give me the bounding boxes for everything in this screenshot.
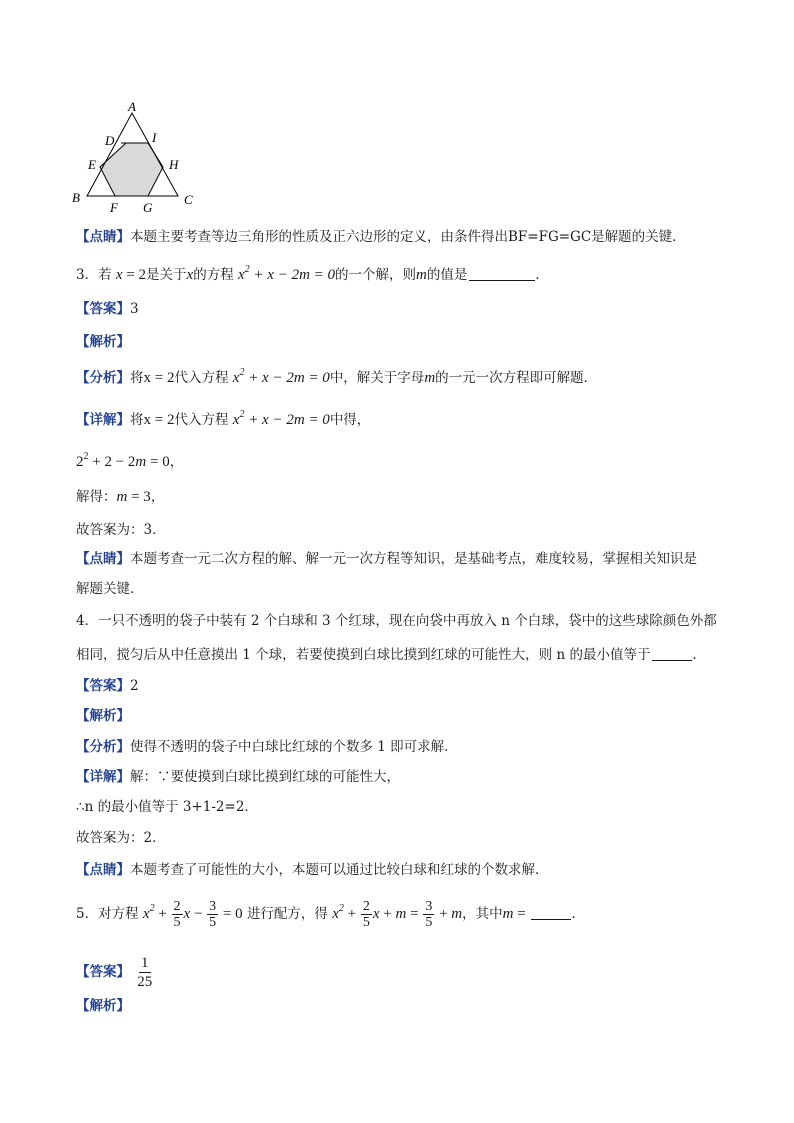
text: 相同，搅匀后从中任意摸出 1 个球，若要使摸到白球比摸到红球的可能性大，则 n 的最小值等于 [76, 647, 651, 663]
text: 故答案为：3． [76, 522, 166, 538]
question-5: 5．对方程 $x^2$ + $\frac{2}{5}$ x − $\frac{3}{5}$ = 0 进行配方，得 $x^2$ + $\frac{2}{5}$ x + m = $\frac{3}{5}$ + m，其中m = ． [76, 899, 585, 930]
var-m: m [502, 906, 514, 922]
answer-blank [469, 266, 535, 281]
line-dianjing-1 [76, 227, 686, 247]
eq-x2: = 2 [122, 267, 147, 283]
text: 的一元一次方程即可解题． [435, 370, 598, 386]
text: ∴n 的最小值等于 3+1-2=2． [76, 799, 258, 815]
triangle-hexagon-figure [68, 100, 208, 215]
fraction: $\frac{3}{5}$ [209, 899, 217, 930]
tag-answer: 【答案】 [76, 964, 130, 980]
equation: $2^2 + 2 - 2m = 0$ [76, 451, 170, 470]
answer-blank [531, 905, 571, 920]
q-num: 3．若 [76, 267, 112, 283]
text: 代入方程 [174, 412, 229, 428]
label-b: B [72, 190, 80, 205]
step-3-eq [76, 452, 183, 472]
analysis-3 [76, 332, 130, 352]
tag-answer: 【答案】 [76, 301, 130, 317]
var-m: m [424, 370, 436, 386]
analysis-5 [76, 996, 130, 1016]
equation: $x^2 + x - 2m = 0$ [232, 409, 330, 428]
xiangjie-4 [76, 767, 400, 787]
label-f: F [110, 200, 118, 215]
text: 中得， [329, 412, 371, 428]
end: ， [169, 454, 184, 470]
tag-dianjing: 【点睛】 [76, 862, 130, 878]
question-3 [76, 265, 549, 285]
question-4-line2 [76, 645, 706, 665]
tag-xiangjie: 【详解】 [76, 769, 130, 785]
result-3 [76, 520, 166, 540]
text: 解题关键． [76, 581, 144, 597]
tag-xiangjie: 【详解】 [76, 412, 130, 428]
answer-3 [76, 299, 139, 319]
text: ，其中 [462, 906, 503, 922]
dianjing-3a [76, 549, 697, 569]
tag-fenxi: 【分析】 [76, 370, 130, 386]
label-c: C [184, 192, 193, 207]
text: 的方程 [193, 267, 234, 283]
sub-x2: x = 2 [143, 412, 175, 428]
text: 解得： [76, 489, 117, 505]
text: 将 [130, 412, 144, 428]
label-g: G [143, 200, 153, 215]
text: 将 [130, 370, 144, 386]
tag-fenxi: 【分析】 [76, 739, 130, 755]
text: 故答案为：2． [76, 830, 166, 846]
answer-5 [76, 954, 155, 991]
label-a: A [128, 100, 136, 114]
var-x: x [115, 267, 123, 283]
tag-analysis: 【解析】 [76, 708, 130, 724]
fenxi-4 [76, 737, 458, 757]
text: 代入方程 [174, 370, 229, 386]
sub-x2: x = 2 [143, 370, 175, 386]
tag-analysis: 【解析】 [76, 334, 130, 350]
label-i: I [152, 130, 157, 145]
fraction: $\frac{2}{5}$ [173, 899, 181, 930]
fraction: $\frac{2}{5}$ [362, 899, 370, 930]
text: 解：∵要使摸到白球比摸到红球的可能性大， [130, 769, 400, 785]
tag-answer: 【答案】 [76, 678, 130, 694]
equation: $x^2 + x - 2m = 0$ [232, 367, 330, 386]
text: 是关于 [146, 267, 187, 283]
dianjing-3b [76, 579, 144, 599]
text: 的值是 [426, 267, 468, 283]
fraction: $\frac{3}{5}$ [425, 899, 433, 930]
end: ． [535, 267, 549, 283]
step-3-solve [76, 487, 164, 507]
equation: $x^2 + x - 2m = 0$ [238, 264, 336, 283]
question-4-line1 [76, 611, 717, 631]
end: ． [571, 906, 585, 922]
tag-analysis: 【解析】 [76, 998, 130, 1014]
text: 进行配方，得 [246, 906, 328, 922]
answer-value: 2 [130, 678, 139, 694]
fenxi-3 [76, 368, 597, 388]
analysis-4 [76, 706, 130, 726]
text: 本题考查一元二次方程的解、解一元一次方程等知识，是基础考点，难度较易，掌握相关知识是 [130, 551, 697, 567]
var-m: m [416, 267, 427, 283]
eq: = 3 [127, 489, 151, 505]
result-4 [76, 828, 166, 848]
label-h: H [169, 157, 179, 172]
xiangjie-3 [76, 410, 370, 430]
dianjing-4 [76, 860, 549, 880]
equation-right: $x^2$ [332, 903, 344, 922]
var-x: x [186, 267, 194, 283]
tag-dianjing: 【点睛】 [76, 551, 130, 567]
answer-4 [76, 676, 139, 696]
end: ． [692, 647, 706, 663]
text: 本题主要考查等边三角形的性质及正六边形的定义，由条件得出BF=FG=GC是解题的关键． [130, 229, 686, 245]
equation-left: $x^2$ [142, 903, 155, 922]
var-m: m [116, 489, 128, 505]
tag-dianjing: 【点睛】 [76, 229, 130, 245]
q-num: 5．对方程 [76, 906, 139, 922]
text: 的一个解，则 [335, 267, 417, 283]
text: 本题考查了可能性的大小，本题可以通过比较白球和红球的个数求解． [130, 862, 549, 878]
answer-fraction: $\frac{1}{25}$ [137, 955, 153, 990]
answer-value: 3 [130, 301, 139, 317]
text: 中，解关于字母 [329, 370, 425, 386]
label-d: D [105, 133, 115, 148]
label-e: E [88, 157, 96, 172]
answer-blank [652, 646, 692, 661]
end: ， [150, 489, 165, 505]
step-4 [76, 797, 258, 817]
text: 使得不透明的袋子中白球比红球的个数多 1 即可求解． [130, 739, 458, 755]
text: 4．一只不透明的袋子中装有 2 个白球和 3 个红球，现在向袋中再放入 n 个白球，袋中的这些球除颜色外都 [76, 613, 717, 629]
